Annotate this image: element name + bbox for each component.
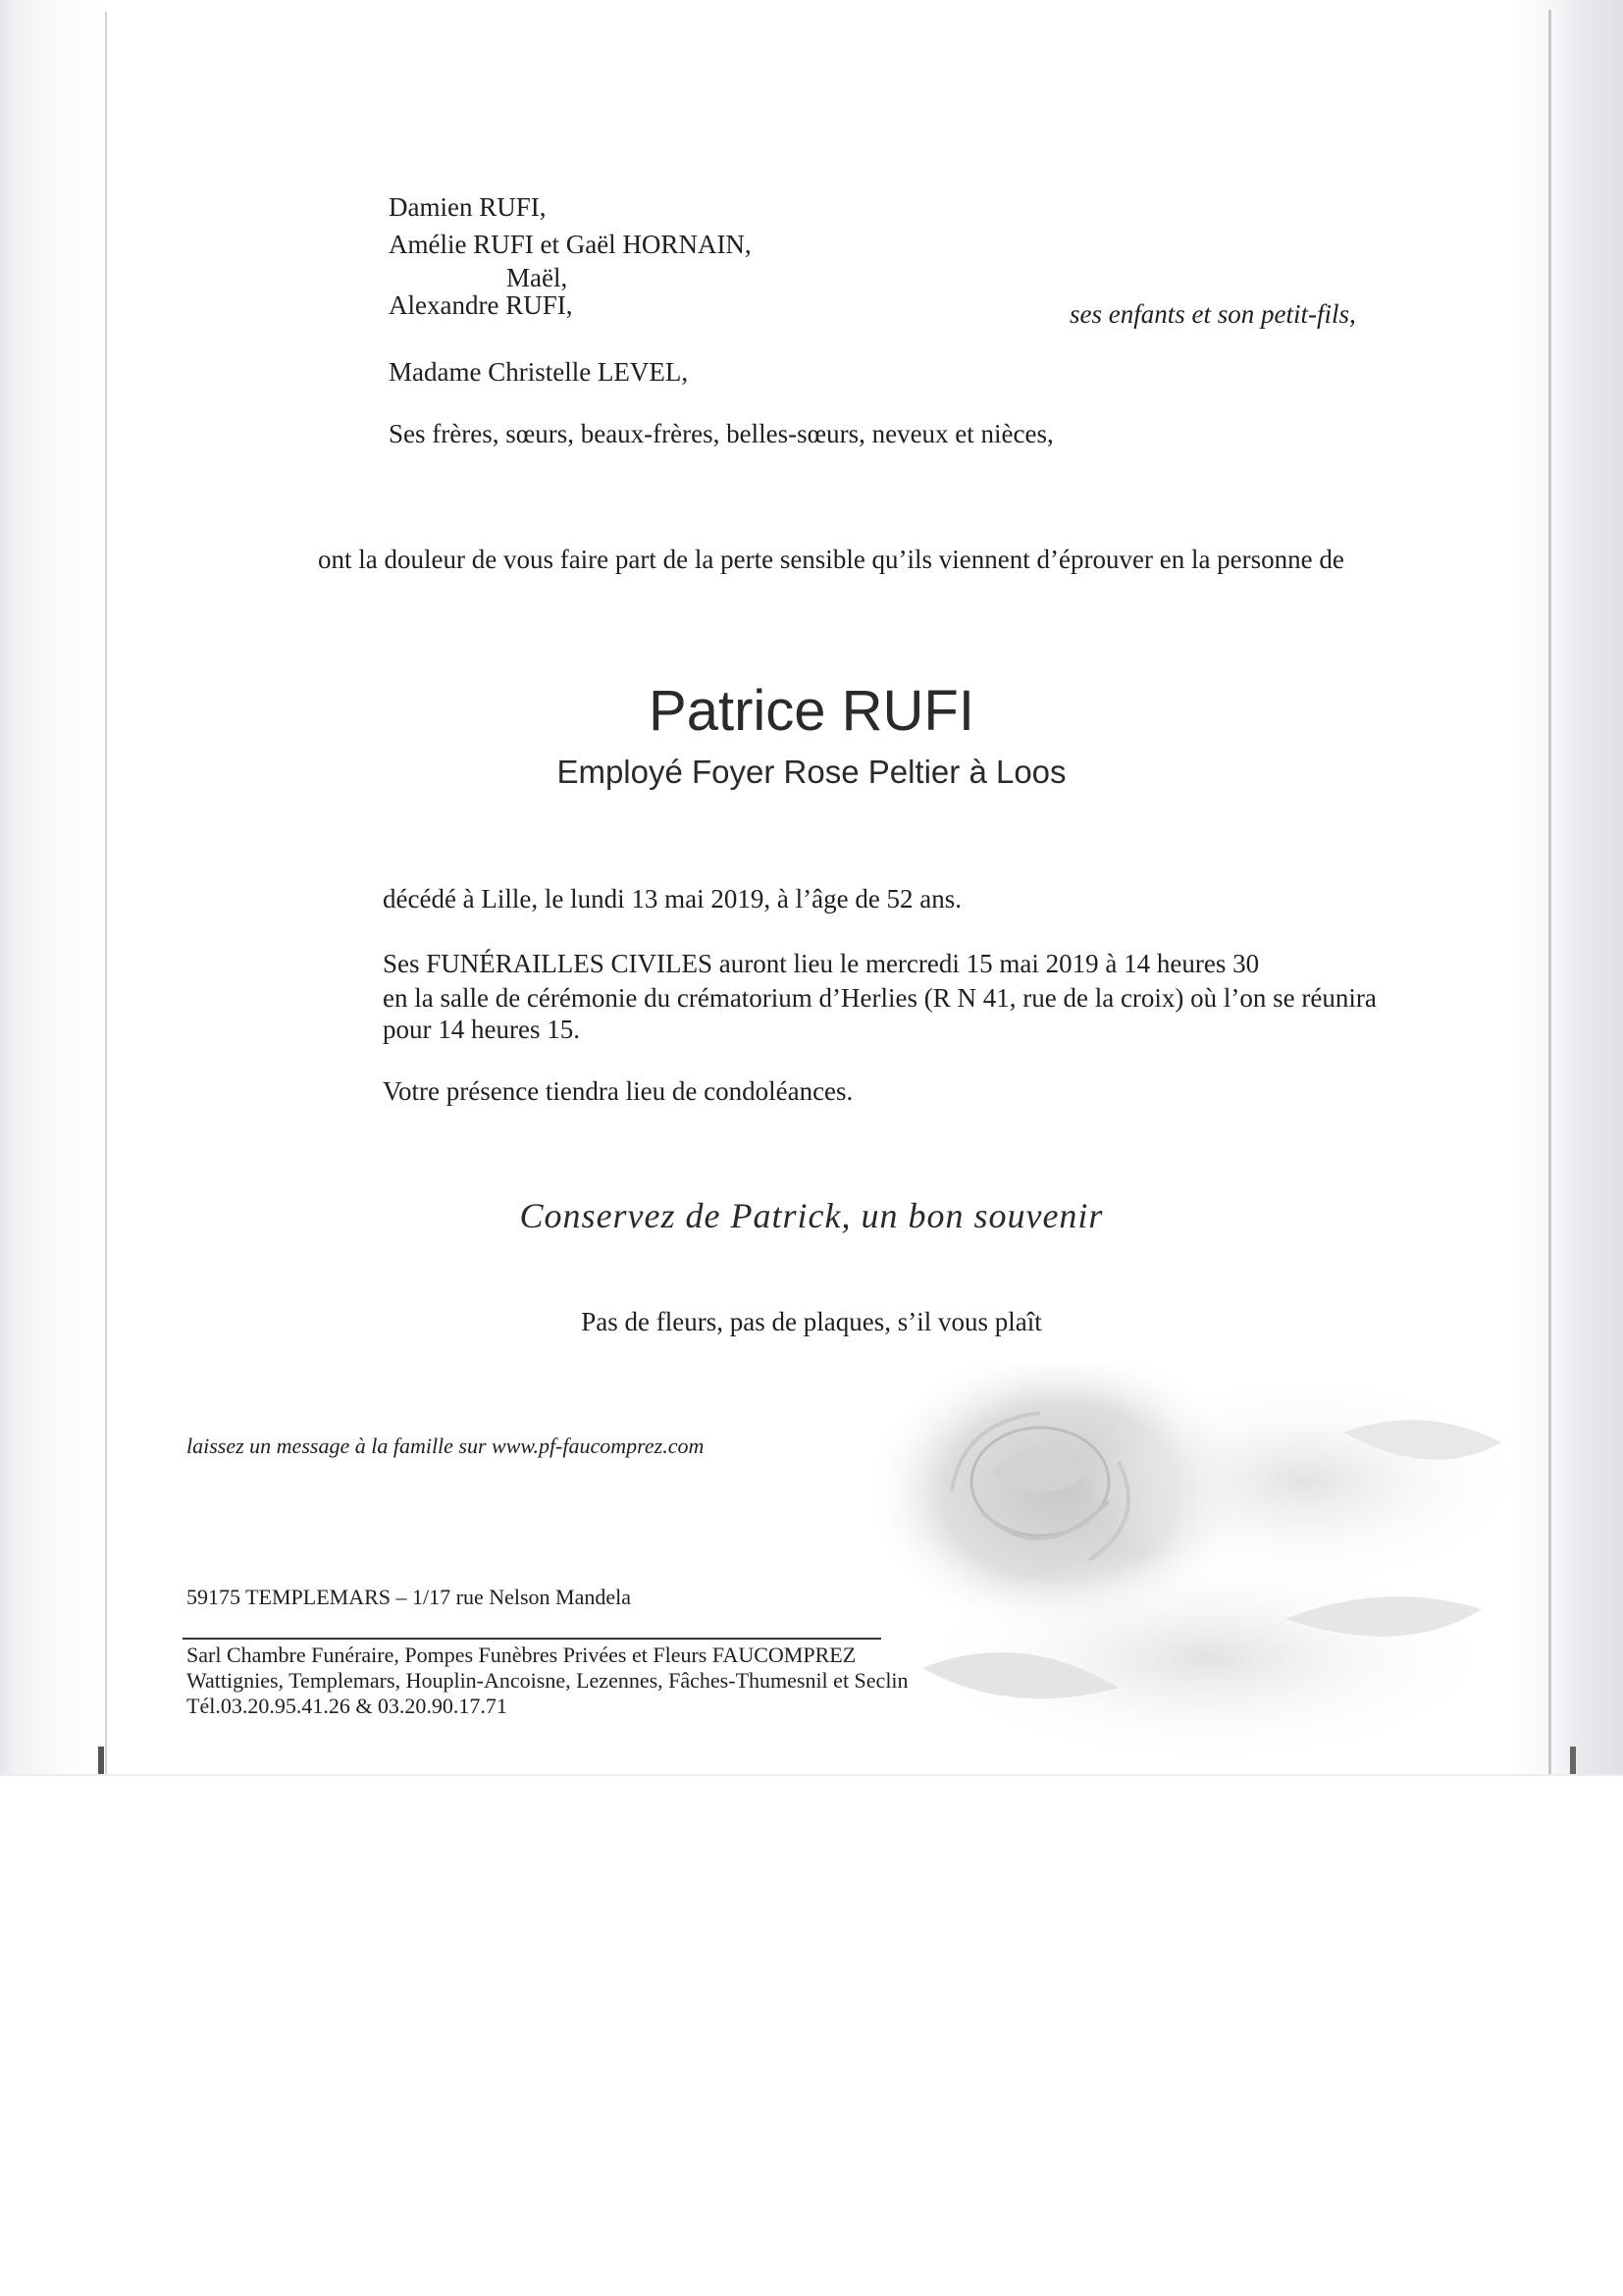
funeral-home-name: Sarl Chambre Funéraire, Pompes Funèbres Privées et Fleurs FAUCOMPREZ [186, 1643, 857, 1667]
no-flowers-note: Pas de fleurs, pas de plaques, s’il vous plaît [581, 1307, 1042, 1336]
family-member-3: Maël, [506, 263, 568, 292]
family-extended: Ses frères, sœurs, beaux-frères, belles-sœurs, neveux et nièces, [389, 419, 1054, 448]
family-member-5: Madame Christelle LEVEL, [389, 357, 689, 387]
condolences-note: Votre présence tiendra lieu de condoléances. [383, 1076, 854, 1106]
funeral-home-towns: Wattignies, Templemars, Houplin-Ancoisne, Lezennes, Fâches-Thumesnil et Seclin [186, 1668, 909, 1693]
rose-illustration [795, 1364, 1541, 1776]
footer-divider [183, 1638, 881, 1640]
deceased-name: Patrice RUFI [649, 679, 974, 743]
family-member-4: Alexandre RUFI, [389, 290, 573, 320]
paper-edge-right [1548, 10, 1551, 1774]
family-member-1: Damien RUFI, [389, 192, 547, 222]
scan-mark-right [1570, 1747, 1576, 1774]
paper-edge-left [105, 12, 107, 1774]
deceased-occupation: Employé Foyer Rose Peltier à Loos [556, 754, 1067, 790]
funeral-line-2: en la salle de cérémonie du crématorium d’Herlies (R N 41, rue de la croix) où l’on se réunira [383, 983, 1377, 1013]
remembrance-quote: Conservez de Patrick, un bon souvenir [519, 1196, 1104, 1235]
funeral-home-phone: Tél.03.20.95.41.26 & 03.20.90.17.71 [186, 1694, 507, 1718]
family-relation: ses enfants et son petit-fils, [1070, 299, 1356, 329]
death-notice: décédé à Lille, le lundi 13 mai 2019, à l’âge de 52 ans. [383, 884, 963, 913]
funeral-home-address: 59175 TEMPLEMARS – 1/17 rue Nelson Mandela [186, 1585, 632, 1609]
announcement-text: ont la douleur de vous faire part de la perte sensible qu’ils viennent d’éprouver en la personne de [318, 545, 1344, 574]
family-member-2: Amélie RUFI et Gaël HORNAIN, [389, 230, 752, 259]
funeral-line-1: Ses FUNÉRAILLES CIVILES auront lieu le mercredi 15 mai 2019 à 14 heures 30 [383, 949, 1260, 978]
scan-mark-left [98, 1747, 104, 1774]
funeral-line-3: pour 14 heures 15. [383, 1015, 580, 1044]
message-invitation: laissez un message à la famille sur www.pf-faucomprez.com [186, 1434, 705, 1458]
